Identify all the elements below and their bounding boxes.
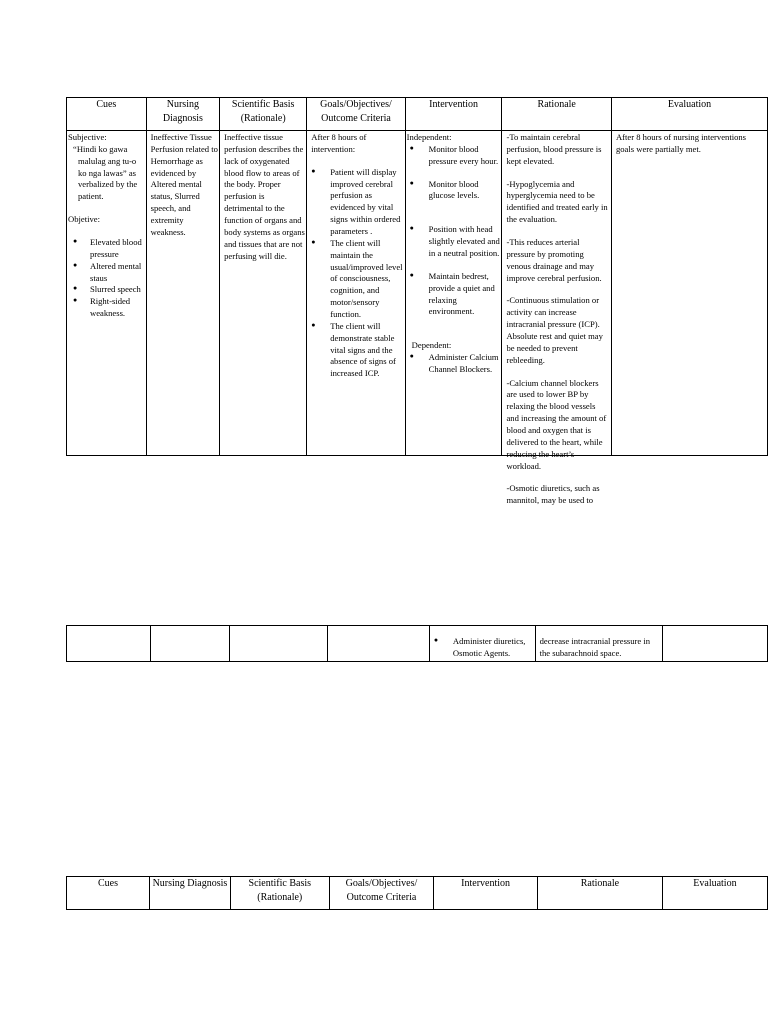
diagnosis-cell [146, 131, 220, 456]
list-item: ● Monitor blood pressure every hour. [407, 144, 501, 168]
header-intervention: Intervention [405, 98, 502, 131]
subjective-label: Subjective: [68, 132, 107, 142]
header-rationale: Rationale [502, 98, 612, 131]
continued-intervention-list [431, 636, 534, 660]
list-item: ● Patient will display improved cerebral perfusion as evidenced by vital signs within ordered parameters . [308, 167, 403, 238]
header-intervention: Intervention [434, 877, 538, 910]
intervention-cell [405, 131, 502, 456]
header-row [67, 98, 768, 131]
scientific-basis-cell [220, 131, 307, 456]
evaluation-text: After 8 hours of nursing interventions goals were partially met. [615, 132, 747, 154]
diagnosis-cell [150, 626, 230, 662]
evaluation-cell [611, 131, 767, 456]
rationale-item: -Continuous stimulation or activity can increase intracranial pressure (ICP). Absolute rest and quiet may be needed to prevent rebleeding. [506, 295, 603, 365]
header-evaluation: Evaluation [611, 98, 767, 131]
scientific-basis-cell [230, 626, 328, 662]
goals-cell [307, 131, 405, 456]
cues-cell [67, 626, 151, 662]
table-row [67, 626, 768, 662]
rationale-cell [502, 131, 612, 506]
list-item: ● Maintain bedrest, provide a quiet and relaxing environment. [407, 271, 501, 318]
rationale-item: -To maintain cerebral perfusion, blood pressure is kept elevated. [506, 132, 602, 166]
list-item: ● Administer Calcium Channel Blockers. [407, 352, 501, 376]
rationale-item: -Calcium channel blockers are used to lower BP by relaxing the blood vessels and increasing the amount of blood and oxygen that is delivered to the heart, while reducing the heart’s workload. [506, 377, 607, 471]
list-item: ● The client will maintain the usual/improved level of consciousness, cognition, and motor/sensory function. [308, 238, 403, 321]
care-plan-table-next [66, 876, 768, 910]
list-item: ● The client will demonstrate stable vital signs and the absence of signs of increased ICP. [308, 321, 403, 380]
independent-list [407, 144, 501, 318]
goals-intro: After 8 hours of intervention: [311, 132, 367, 154]
header-scientific-basis: Scientific Basis (Rationale) [230, 877, 329, 910]
header-rationale: Rationale [537, 877, 662, 910]
header-cues: Cues [67, 877, 150, 910]
evaluation-cell [663, 626, 768, 662]
list-item: ● Monitor blood glucose levels. [407, 179, 501, 203]
list-item: ● Slurred speech [68, 284, 145, 296]
header-nursing-diagnosis: Nursing Diagnosis [146, 98, 220, 131]
list-item: ● Altered mental staus [68, 261, 145, 285]
cues-cell [67, 131, 147, 456]
intervention-cell [429, 626, 535, 662]
independent-label: Independent: [406, 132, 452, 142]
objective-list [68, 237, 145, 320]
objective-label: Objetive: [68, 214, 100, 225]
header-scientific-basis: Scientific Basis (Rationale) [220, 98, 307, 131]
rationale-continued: decrease intracranial pressure in the subarachnoid space. [539, 636, 651, 658]
dependent-list [407, 352, 501, 376]
header-goals: Goals/Objectives/ Outcome Criteria [307, 98, 405, 131]
header-cues: Cues [67, 98, 147, 131]
rationale-cell [535, 626, 663, 662]
list-item: ● Elevated blood pressure [68, 237, 145, 261]
header-evaluation: Evaluation [662, 877, 767, 910]
care-plan-table [66, 97, 768, 506]
goals-cell [328, 626, 430, 662]
scientific-basis-text: Ineffective tissue perfusion describes the lack of oxygenated blood flow to areas of the body. Proper perfusion is detrimental to the function of organs and body systems as organs and tissues that are not perfusing will die. [224, 132, 305, 261]
care-plan-continuation-table [66, 625, 768, 662]
header-row [67, 877, 768, 910]
rationale-item: -Osmotic diuretics, such as mannitol, may be used to [506, 483, 600, 506]
rationale-item: -This reduces arterial pressure by promoting venous drainage and may improve cerebral perfusion. [506, 237, 602, 283]
header-nursing-diagnosis: Nursing Diagnosis [149, 877, 230, 910]
dependent-label: Dependent: [411, 340, 452, 351]
list-item: ● Administer diuretics, Osmotic Agents. [431, 636, 534, 660]
header-goals: Goals/Objectives/ Outcome Criteria [329, 877, 434, 910]
goals-list [308, 167, 403, 380]
subjective-quote: “Hindi ko gawa malulag ang tu-o ko nga lawas” as verbalized by the patient. [73, 143, 138, 202]
list-item: ● Right-sided weakness. [68, 296, 145, 320]
list-item: ● Position with head slightly elevated and in a neutral position. [407, 224, 501, 260]
diagnosis-text: Ineffective Tissue Perfusion related to Hemorrhage as evidenced by Altered mental status, Slurred speech, and extremity weakness. [150, 132, 218, 237]
rationale-item: -Hypoglycemia and hyperglycemia need to be identified and treated early in the evaluation. [506, 178, 608, 225]
table-row [67, 131, 768, 456]
